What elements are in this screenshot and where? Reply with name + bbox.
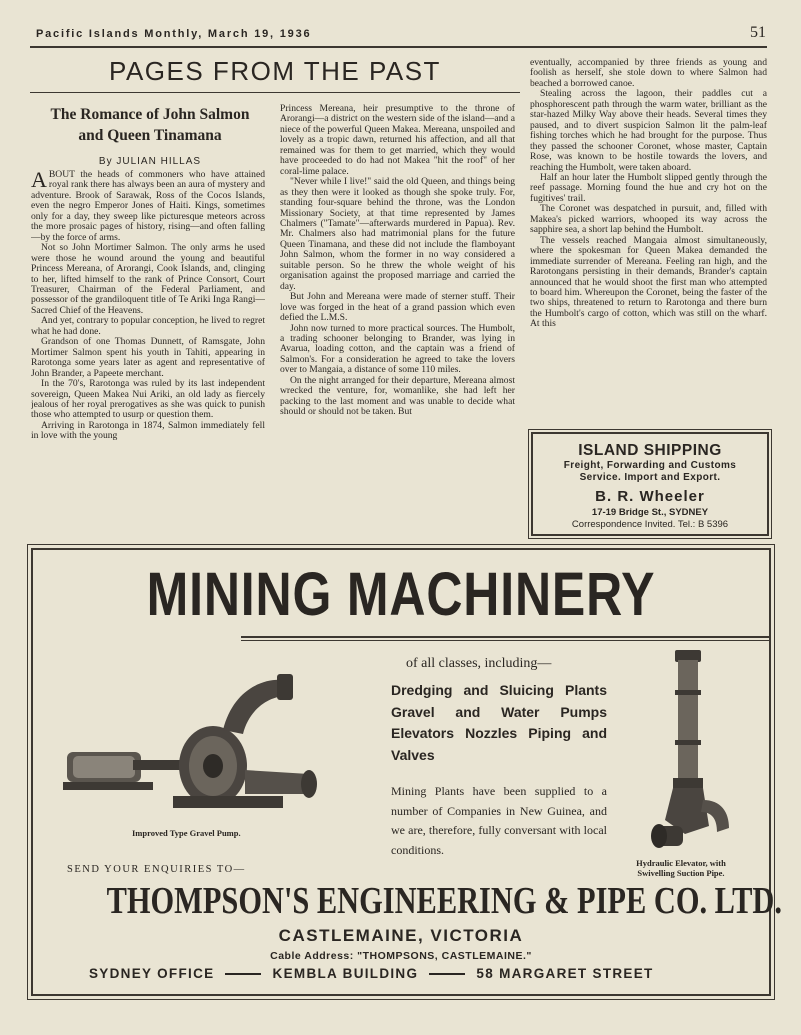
paragraph: eventually, accompanied by three friends as young and foolish as herself, she stole down to where Salmon had beached a borrowed canoe. <box>530 58 767 89</box>
dash-separator <box>225 973 261 975</box>
paragraph: Arriving in Rarotonga in 1874, Salmon immediately fell in love with the young <box>31 419 265 442</box>
publication-line: Pacific Islands Monthly, March 19, 1936 <box>36 28 312 40</box>
paragraph: Half an hour later the Humbolt slipped gently through the reef passage. Morning found the hue and cry hot on the fugitives' trail. <box>530 171 767 204</box>
shipping-ad-address: 17-19 Bridge St., SYDNEY <box>591 507 709 518</box>
office-street: 58 MARGARET STREET <box>476 966 654 981</box>
dash-separator <box>429 973 465 975</box>
office-label: SYDNEY OFFICE <box>89 966 215 981</box>
shipping-ad-title: ISLAND SHIPPING <box>578 442 722 459</box>
shipping-ad-line-2: Service. Import and Export. <box>579 472 721 483</box>
paragraph: "Never while I live!" said the old Queen, and things being as they then were it looked as though she spoke truly. For, standing four-square behind the throne, was the London Missionary Society, at that time represented by James Chalmers ("Tamate"—afterwards murdered in Papua). Rev. Mr. Chalmers also had matrimonial plans for the future Queen Tinamana, and these did not include the flamboyant John Salmon, whom the former in no way considered a suitable person. So he threw the whole weight of his organisation against the proposed marriage and carried the day. <box>280 176 515 292</box>
paragraph: Not so John Mortimer Salmon. The only arms he used were those he wound around the young and beautiful Princess Mereana, of Arorangi, Cook Islands, and, clinging to her, lifted himself to the rank of Prince Consort, Court Treasurer, Chairman of the Federal Parliament, and possessor of the grandiloquent title of Te Ariki Inga Rangi—Sacred Chief of the Heavens. <box>31 242 265 316</box>
title-rule <box>30 92 520 93</box>
article-column-2 <box>280 104 515 536</box>
ad-product-list: Dredging and Sluicing Plants Gravel and Water Pumps Elevators Nozzles Piping and Valves <box>391 682 607 763</box>
mining-machinery-ad <box>31 548 782 996</box>
island-shipping-ad <box>531 432 769 536</box>
page-header <box>36 22 766 42</box>
pump-caption: Improved Type Gravel Pump. <box>132 828 241 838</box>
ad-enquiries-line: SEND YOUR ENQUIRIES TO— <box>67 864 246 875</box>
article-title <box>30 104 270 146</box>
section-title: PAGES FROM THE PAST <box>109 56 441 86</box>
paragraph: But John and Mereana were made of sterner stuff. Their love was forged in the heat of a grand passion which even defied the L.M.S. <box>280 291 515 324</box>
company-name: THOMPSON'S ENGINEERING & PIPE CO. LTD. <box>106 880 782 922</box>
article-column-1 <box>31 170 265 536</box>
paragraph: The vessels reached Mangaia almost simultaneously, where the spokesman for Queen Makea demanded the immediate surrender of Mereana. Feeling ran high, and the Rarotongans persisting in their demands, Brander's captain announced that he would shoot the first man who attempted to board him. Whereupon the Coronet, being the faster of the two ships, threatened to return to Rarotonga and there burn the Humbolt's cargo of cotton, which was still on the wharf. At this <box>530 234 767 330</box>
elevator-caption-line-1: Hydraulic Elevator, with <box>636 858 726 868</box>
page-number: 51 <box>750 24 766 41</box>
paragraph: The Coronet was despatched in pursuit, and, filled with Makea's picked warriors, whooped its way across the sapphire sea, a short lap behind the Humbolt. <box>530 203 767 236</box>
paragraph: Princess Mereana, heir presumptive to the throne of Arorangi—a district on the western side of the island—and a niece of the powerful Queen Makea. Mereana, unspoiled and lovely as a tropic dawn, returned his affection, and all that remained was for them to get married, which they would have proceeded to do had not Makea "hit the roof" of her coral-lime palace. <box>280 104 515 177</box>
elevator-caption <box>616 858 746 878</box>
article-byline: By JULIAN HILLAS <box>98 156 202 167</box>
paragraph: On the night arranged for their departure, Mereana almost wrecked the venture, for, womanlike, she had left her packing to the last moment and was unable to decide what should or should not be taken. But <box>280 374 515 418</box>
article-title-line-2: and Queen Tinamana <box>78 127 222 144</box>
paragraph: ABOUT the heads of commoners who have attained royal rank there has always been an aura of mystery and adventure. Brook of Sarawak, Ross of the Cocos Islands, even the negro Emperor Jones of Haiti. Kings, sometimes only for a day, they sweep like picturesque meteors across the more prosaic pages of history, rising—and often falling—by the force of arms. <box>31 170 265 243</box>
ad-headline: MINING MACHINERY <box>146 560 656 628</box>
shipping-ad-line-1: Freight, Forwarding and Customs <box>563 460 737 471</box>
ad-headline-rule <box>241 636 771 638</box>
paragraph: Stealing across the lagoon, their paddles cut a phosphorescent path through the warm water, brilliant as the star-hazed Milky Way above their heads. Several times they paused, and to divert suspicion Salmon lit the palm-leaf fishing torches which he had brought for the purpose. Thus they passed the schooner Coronet, whose master, Captain Rose, was known to be hostile towards the lovers, and reaching the Humbolt, were taken aboard. <box>530 88 767 173</box>
hydraulic-elevator-illustration <box>645 650 735 858</box>
company-location: CASTLEMAINE, VICTORIA <box>278 926 524 945</box>
ad-subhead: of all classes, including— <box>406 656 552 671</box>
ad-headline-rule-thin <box>241 640 771 641</box>
header-rule <box>30 46 767 48</box>
gravel-pump-illustration <box>63 670 325 830</box>
paragraph: And yet, contrary to popular conception, he lived to regret what he had done. <box>31 315 265 337</box>
article-title-line-1: The Romance of John Salmon <box>50 106 250 123</box>
shipping-ad-contact: Correspondence Invited. Tel.: B 5396 <box>571 519 729 530</box>
drop-cap: A <box>31 170 47 192</box>
ad-body-text: Mining Plants have been supplied to a number of Companies in New Guinea, and we are, therefore, fully conversant with local conditions. <box>391 784 607 857</box>
office-building: KEMBLA BUILDING <box>272 966 419 981</box>
elevator-caption-line-2: Swivelling Suction Pipe. <box>637 868 725 878</box>
paragraph: In the 70's, Rarotonga was ruled by its last independent sovereign, Queen Makea Nui Ariki, an old lady as fiercely jealous of her royal prerogatives as she was quick to punish those who attempted to usurp or question them. <box>31 378 265 421</box>
article-column-3 <box>530 58 767 428</box>
sydney-office-line <box>89 966 719 981</box>
cable-address: Cable Address: "THOMPSONS, CASTLEMAINE." <box>270 950 532 962</box>
paragraph: Grandson of one Thomas Dunnett, of Ramsgate, John Mortimer Salmon spent his youth in Tahiti, appearing in Rarotonga some years later as agent and representative of John Brander, a Papeete merchant. <box>31 336 265 379</box>
paragraph: John now turned to more practical sources. The Humbolt, a trading schooner belonging to Brander, was lying in Avarua, loading cotton, and the captain was a friend of Salmon's. For a consideration he agreed to take the lovers over to Mangaia, a distance of some 110 miles. <box>280 322 515 376</box>
shipping-ad-name: B. R. Wheeler <box>595 488 705 505</box>
